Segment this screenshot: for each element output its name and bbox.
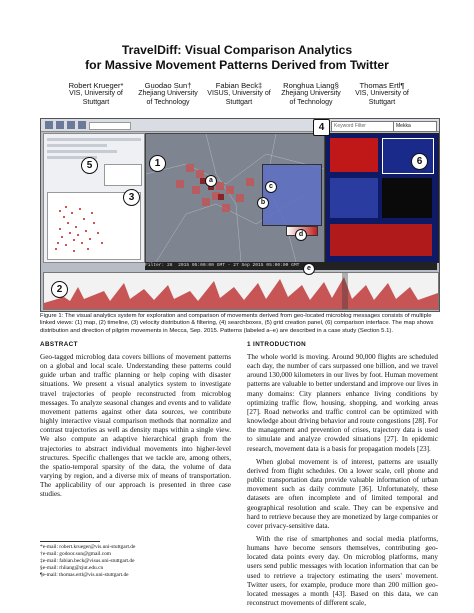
comparison-inset[interactable] — [262, 164, 322, 226]
export-icon[interactable] — [67, 121, 75, 129]
author-affiliation: Zhejiang University — [138, 90, 198, 98]
marker-comparison: 6 — [411, 153, 428, 170]
author-3 — [199, 82, 279, 107]
author-affiliation: VISUS, University of — [207, 90, 271, 98]
footnote-rule — [40, 541, 100, 542]
intro-paragraph-1: The whole world is moving. Around 90,000 flights are scheduled each day, the number of cars surpassed one billion, and we travel around 130,000 kilometers in our lives by foot. Human movement patterns are valuable to better understand and improve our lives in many domains: City planners enhance living conditions by optimizing traffic flow, housing, shopping, and working areas [27]. Road networks and traffic control can be optimized with knowledge about driving behavior and route congestions [28]. For the management and prevention of crises, trajectory data is used to simulate and analyze crowded situations [27]. In epidemic research, movement data is a basis for propagation models [23]. — [247, 353, 438, 453]
marker-map: 1 — [149, 155, 166, 172]
intro-paragraph-3: With the rise of smartphones and social media platforms, humans have become sensors themselves, contributing geo-located data points every day. On microblog platforms, many users send public messages with location information that can be used to retrieve a trajectory estimating the users' movement. Twitter users, for example, produce more than 200 million geo-located messages a month [43]. Based on this data, we can reconstruct movements of different scale, — [247, 534, 438, 608]
marker-searchbox: 4 — [313, 119, 330, 136]
compare-thumbnail-1[interactable] — [330, 138, 378, 172]
time-range: 2015 05:00:00 GMT - 27 Sep 2015 05:00:00 GMT — [178, 263, 300, 268]
footnote: *e-mail: robert.krueger@vis.uni-stuttgart.de — [40, 544, 136, 550]
compare-thumbnail-3[interactable] — [330, 178, 378, 218]
figure-caption: Figure 1: The visual analytics system for exploration and comparison of movements derived from geo-located microblog messages consists of multiple linked views: (1) map, (2) timeline, (3) velocity distribution & filtering, (4) searchboxes, (5) grid creation panel, (6) comparison interface. The map shows distribution and direction of pilgrim movements in Mecca, Sep. 2015. Patterns (labeled a–e) are described in a case study (Section 5.1). — [40, 313, 434, 334]
map-view[interactable] — [145, 133, 325, 263]
author-name: Thomas Ertl¶ — [359, 81, 405, 90]
author-name: Fabian Beck‡ — [215, 81, 263, 90]
timeline-histogram — [44, 273, 438, 309]
pattern-label-d: d — [295, 229, 307, 241]
author-affiliation: Zhejiang University — [281, 90, 341, 98]
author-4 — [271, 82, 351, 107]
footnotes — [40, 544, 231, 579]
filter-count: Filter: 28 — [145, 263, 173, 268]
author-name: Ronghua Liang§ — [283, 81, 339, 90]
author-affiliation: VIS, University of — [69, 90, 123, 98]
author-affiliation: of Technology — [146, 98, 190, 106]
author-1 — [56, 82, 136, 107]
author-affiliation: of Technology — [289, 98, 333, 106]
introduction-text — [247, 353, 438, 608]
compare-thumbnail-4[interactable] — [382, 178, 432, 218]
abstract-paragraph: Geo-tagged microblog data covers billions of movement patterns on a global and local scale. Understanding these patterns could guide urban and traffic planning or help coping with disaster situations. We present a visual analytics system to investigate travel trajectories of people reconstructed from microblog messages. To analyze seasonal changes and events and to validate movement patterns against other data sources, we contribute highly interactive visual comparison methods that normalize and contrast trajectories as well as density maps within a single view. We also compute an adaptive hierarchical graph from the trajectories to abstract individual movements into higher-level structures. Specific challenges that we tackle are, among others, the spatio-temporal sparsity of the data, the volume of data varying by region, and a diverse mix of means of transportation. The applicability of our approach is presented in three case studies. — [40, 353, 231, 499]
title-line-1: TravelDiff: Visual Comparison Analytics — [121, 43, 353, 57]
marker-velocity: 3 — [123, 189, 140, 206]
intro-paragraph-2: When global movement is of interest, patterns are usually derived from flight schedules. On a lower scale, cell phone and public transportation data provide valuable information of urban movement such as daily commute [36]. Unfortunately, these datasets are often incomplete and of limited temporal and geographical resolution and scale. They can be expensive and hard to retrieve because they are monetized by large companies or cover privacy-sensitive data. — [247, 457, 438, 530]
status-bar — [145, 262, 437, 270]
pattern-label-b: b — [257, 197, 269, 209]
pattern-label-c: c — [265, 181, 277, 193]
compare-thumbnail-5[interactable] — [330, 224, 432, 256]
author-affiliation: Stuttgart — [368, 98, 396, 106]
pattern-label-a: a — [205, 175, 217, 187]
footnote: †e-mail: godoor.sun@gmail.com — [40, 550, 111, 557]
footnote: ‡e-mail: fabian.beck@visus.uni-stuttgart.de — [40, 557, 135, 564]
save-icon[interactable] — [56, 121, 64, 129]
teaser-figure — [40, 118, 440, 312]
keyword-filter-input[interactable]: Keyword Filter — [331, 121, 395, 132]
pattern-label-e: e — [303, 263, 315, 275]
author-affiliation: VIS, University of — [355, 90, 409, 98]
marker-grid-panel: 5 — [81, 157, 98, 174]
grid-settings[interactable] — [104, 164, 142, 186]
author-5 — [342, 82, 422, 107]
paper-title — [0, 43, 474, 73]
settings-icon[interactable] — [78, 121, 86, 129]
footnote: §e-mail: rhliang@zjut.edu.cn — [40, 564, 104, 571]
open-icon[interactable] — [45, 121, 53, 129]
marker-timeline: 2 — [51, 281, 68, 298]
author-affiliation: Stuttgart — [225, 98, 253, 106]
footnote: ¶e-mail: thomas.ertl@vis.uni-stuttgart.de — [40, 571, 129, 578]
layer-select[interactable] — [89, 122, 131, 130]
author-name: Guodao Sun† — [144, 81, 192, 90]
abstract-text — [40, 353, 231, 500]
author-2 — [128, 82, 208, 107]
abstract-heading: ABSTRACT — [40, 341, 78, 348]
title-line-2: for Massive Movement Patterns Derived from Twitter — [85, 58, 389, 72]
keyword-value-input[interactable]: Mekka — [393, 121, 437, 132]
author-affiliation: Stuttgart — [82, 98, 110, 106]
introduction-heading: 1 INTRODUCTION — [247, 341, 307, 348]
author-name: Robert Krueger* — [68, 81, 124, 90]
timeline-view[interactable] — [43, 272, 439, 310]
